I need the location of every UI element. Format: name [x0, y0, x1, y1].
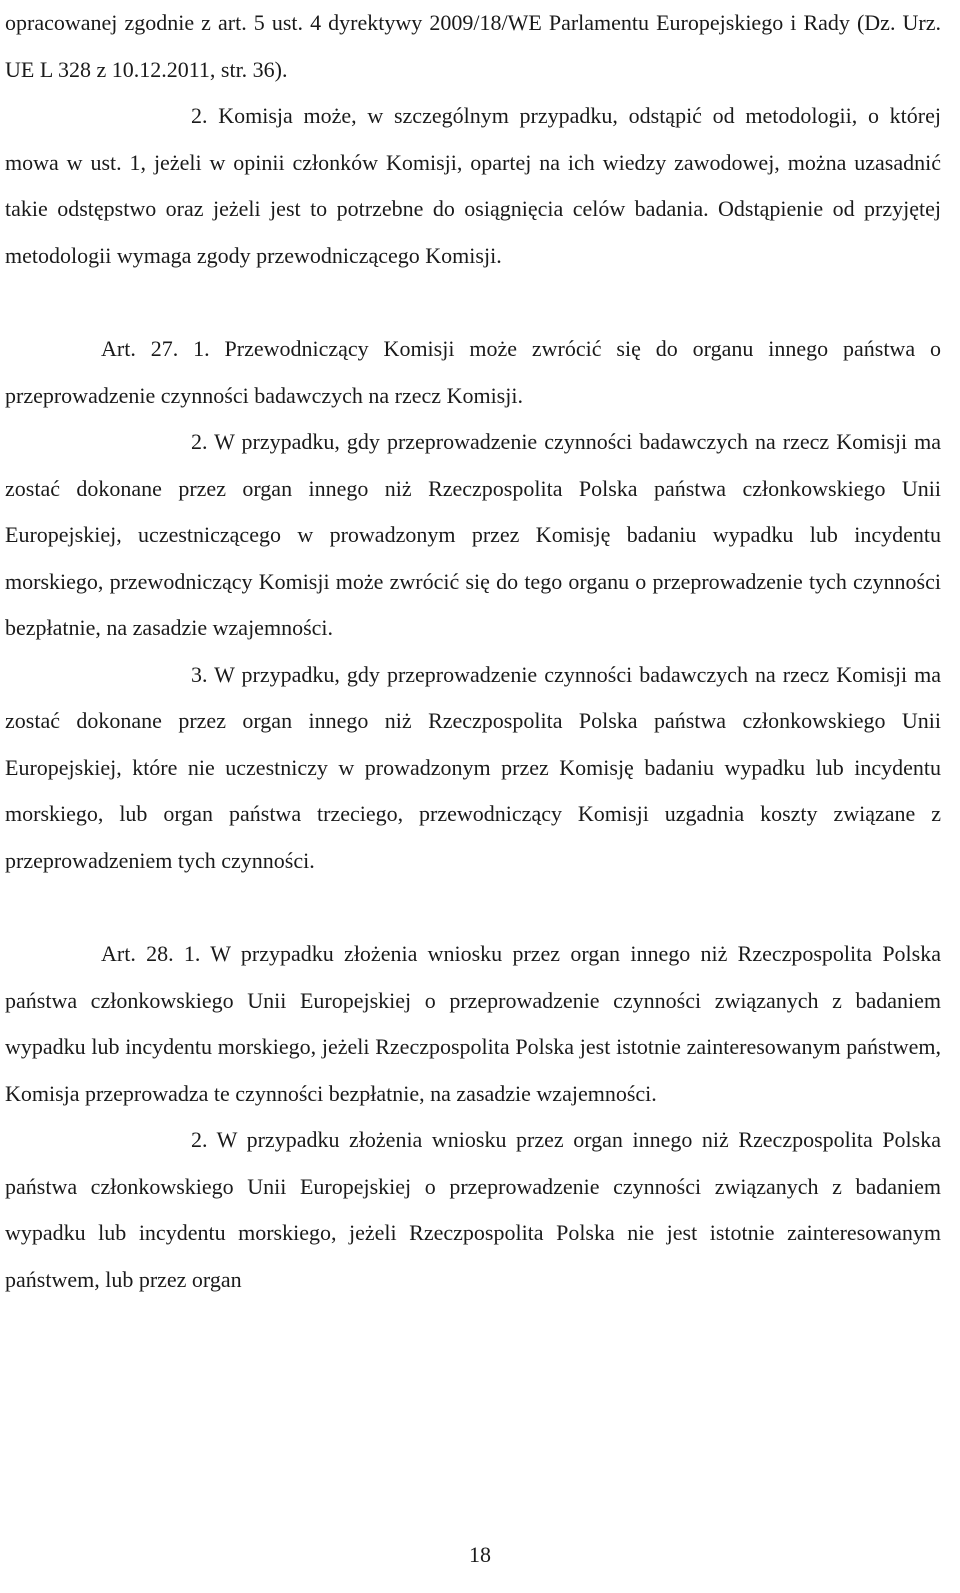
paragraph-art28-ust1: Art. 28. 1. W przypadku złożenia wniosku przez organ innego niż Rzeczpospolita Polska państwa członkowskiego Unii Europejskiej o przeprowadzenie czynności związanych z badaniem wypadku lub incydentu morskiego, jeżeli Rzeczpospolita Polska jest istotnie zainteresowanym państwem, Komisja przeprowadza te czynności bezpłatnie, na zasadzie wzajemności. [5, 941, 941, 1106]
paragraph-art27-ust1: Art. 27. 1. Przewodniczący Komisji może zwrócić się do organu innego państwa o przeprowadzenie czynności badawczych na rzecz Komisji. [5, 336, 941, 408]
paragraph-art26-ust2: 2. Komisja może, w szczególnym przypadku, odstąpić od metodologii, o której mowa w ust. 1, jeżeli w opinii członków Komisji, opartej na ich wiedzy zawodowej, można uzasadnić takie odstępstwo oraz jeżeli jest to potrzebne do osiągnięcia celów badania. Odstąpienie od przyjętej metodologii wymaga zgody przewodniczącego Komisji. [5, 103, 941, 268]
document-page [5, 0, 941, 1303]
paragraph-art28-ust2: 2. W przypadku złożenia wniosku przez organ innego niż Rzeczpospolita Polska państwa członkowskiego Unii Europejskiej o przeprowadzenie czynności związanych z badaniem wypadku lub incydentu morskiego, jeżeli Rzeczpospolita Polska nie jest istotnie zainteresowanym państwem, lub przez organ [5, 1127, 941, 1292]
paragraph-continuation: opracowanej zgodnie z art. 5 ust. 4 dyrektywy 2009/18/WE Parlamentu Europejskiego i Rady (Dz. Urz. UE L 328 z 10.12.2011, str. 36). [5, 10, 941, 82]
paragraph-art27-ust3: 3. W przypadku, gdy przeprowadzenie czynności badawczych na rzecz Komisji ma zostać dokonane przez organ innego niż Rzeczpospolita Polska państwa członkowskiego Unii Europejskiej, które nie uczestniczy w prowadzonym przez Komisję badaniu wypadku lub incydentu morskiego, lub organ państwa trzeciego, przewodniczący Komisji uzgadnia koszty związane z przeprowadzeniem tych czynności. [5, 661, 941, 873]
paragraph-art27-ust2: 2. W przypadku, gdy przeprowadzenie czynności badawczych na rzecz Komisji ma zostać dokonane przez organ innego niż Rzeczpospolita Polska państwa członkowskiego Unii Europejskiej, uczestniczącego w prowadzonym przez Komisję badaniu wypadku lub incydentu morskiego, przewodniczący Komisji może zwrócić się do tego organu o przeprowadzenie tych czynności bezpłatnie, na zasadzie wzajemności. [5, 429, 941, 640]
paragraph-gap [5, 884, 941, 931]
paragraph-gap [5, 279, 941, 326]
page-number: 18 [469, 1542, 491, 1567]
